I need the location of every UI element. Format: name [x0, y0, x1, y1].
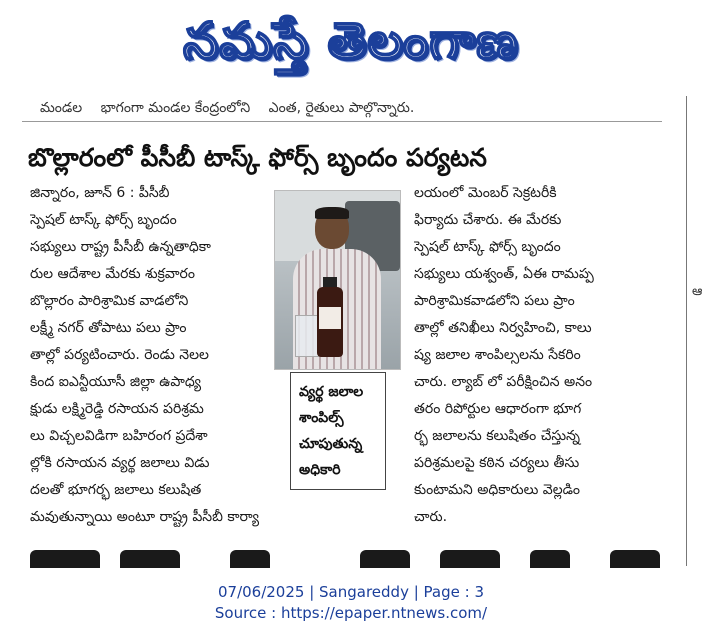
text-line: లయంలో మెంబర్ సెక్రటరీకి: [414, 185, 557, 201]
cropped-glyph: [610, 550, 660, 568]
caption-line: అధికారి: [299, 462, 341, 478]
cropped-glyph: [30, 550, 100, 568]
text-line: చారు.: [414, 509, 448, 525]
column-divider: [686, 96, 687, 566]
text-line: తాల్లో తనిఖీలు నిర్వహించి, కాలు: [414, 320, 592, 336]
footer-date-edition: [0, 582, 702, 602]
text-line: తాల్లో పర్యటించారు. రెండు నెలల: [30, 347, 209, 363]
photo-caption: [290, 372, 386, 490]
adjacent-article-fragment: ఆ: [692, 284, 702, 299]
cropped-glyph: [530, 550, 570, 568]
text-line: కింద ఐఎన్టీయూసీ జిల్లా ఉపాధ్య: [30, 374, 202, 390]
text-line: మవుతున్నాయి అంటూ రాష్ట్ర పీసీబీ కార్యా: [30, 509, 260, 525]
text-line: క్షుడు లక్ష్మిరెడ్డి రసాయన పరిశ్రమ: [30, 401, 204, 417]
cropped-glyph: [230, 550, 270, 568]
text-line: సభ్యులు రాష్ట్ర పీసీబీ ఉన్నతాధికా: [30, 239, 211, 255]
next-headline-fragment: [30, 540, 680, 568]
caption-line: చూపుతున్న: [299, 436, 363, 452]
text-line: బొల్లారం పారిశ్రామిక వాడలోని: [30, 293, 189, 309]
text-line: సభ్యులు యశ్వంత్, ఏఈ రామప్ప: [414, 266, 594, 282]
text-line: చారు. ల్యాబ్ లో పరీక్షించిన అనం: [414, 374, 593, 390]
text-line: ల్లోకి రసాయన వ్యర్థ జలాలు విడు: [30, 455, 210, 471]
masthead: [0, 0, 702, 92]
text-line: స్పెషల్ టాస్క్ ఫోర్స్ బృందం: [414, 239, 561, 255]
cropped-glyph: [440, 550, 500, 568]
text-line: కుంటామని అధికారులు వెల్లడిం: [414, 482, 580, 498]
fragment-text: భాగంగా మండల కేంద్రంలోని: [100, 100, 251, 116]
divider: [22, 121, 662, 122]
text-line: పారిశ్రామికవాడలోని పలు ప్రాం: [414, 293, 575, 309]
text-line: పరిశ్రమలపై కఠిన చర్యలు తీసు: [414, 455, 580, 471]
photo-bottle-label: [319, 307, 341, 329]
text-line: ఫిర్యాదు చేశారు. ఈ మేరకు: [414, 212, 562, 228]
text-line: దలతో భూగర్భ జలాలు కలుషిత: [30, 482, 202, 498]
article-column-left: [30, 180, 270, 531]
article-column-right: [414, 180, 646, 531]
caption-line: శాంపిల్స్: [299, 410, 344, 426]
newspaper-title: నమస్తే తెలంగాణ: [183, 12, 519, 70]
footer-text: Source : https://epaper.ntnews.com/: [214, 604, 488, 622]
text-line: రుల ఆదేశాల మేరకు శుక్రవారం: [30, 266, 195, 282]
text-line: జిన్నారం, జూన్ 6 : పీసీబీ: [30, 185, 170, 201]
caption-line: వ్యర్థ జలాల: [299, 384, 364, 400]
fragment-text: ఎంత, రైతులు పాల్గొన్నారు.: [268, 100, 415, 116]
photo-sample-jar: [295, 315, 319, 357]
fragment-text: మండల: [40, 100, 83, 116]
previous-article-fragment: [40, 96, 650, 120]
article-headline: బొల్లారంలో పీసీబీ టాస్క్ ఫోర్స్ బృందం పర్యటన: [28, 143, 487, 172]
text-line: స్పెషల్ టాస్క్ ఫోర్స్ బృందం: [30, 212, 177, 228]
cropped-glyph: [360, 550, 410, 568]
footer-text: 07/06/2025 | Sangareddy | Page : 3: [217, 583, 484, 601]
text-line: ర్భ జలాలను కలుషితం చేస్తున్న: [414, 428, 581, 444]
text-line: తరం రిపోర్టుల ఆధారంగా భూగ: [414, 401, 582, 417]
text-line: ష్య జలాల శాంపిల్సలను సేకరిం: [414, 347, 581, 363]
footer-source: [0, 603, 702, 623]
text-line: లు విచ్చలవిడిగా బహిరంగ ప్రదేశా: [30, 428, 208, 444]
cropped-glyph: [120, 550, 180, 568]
article-photo: [274, 190, 401, 370]
photo-person-hair: [315, 207, 349, 219]
text-line: లక్ష్మీ నగర్ తోపాటు పలు ప్రాం: [30, 320, 187, 336]
